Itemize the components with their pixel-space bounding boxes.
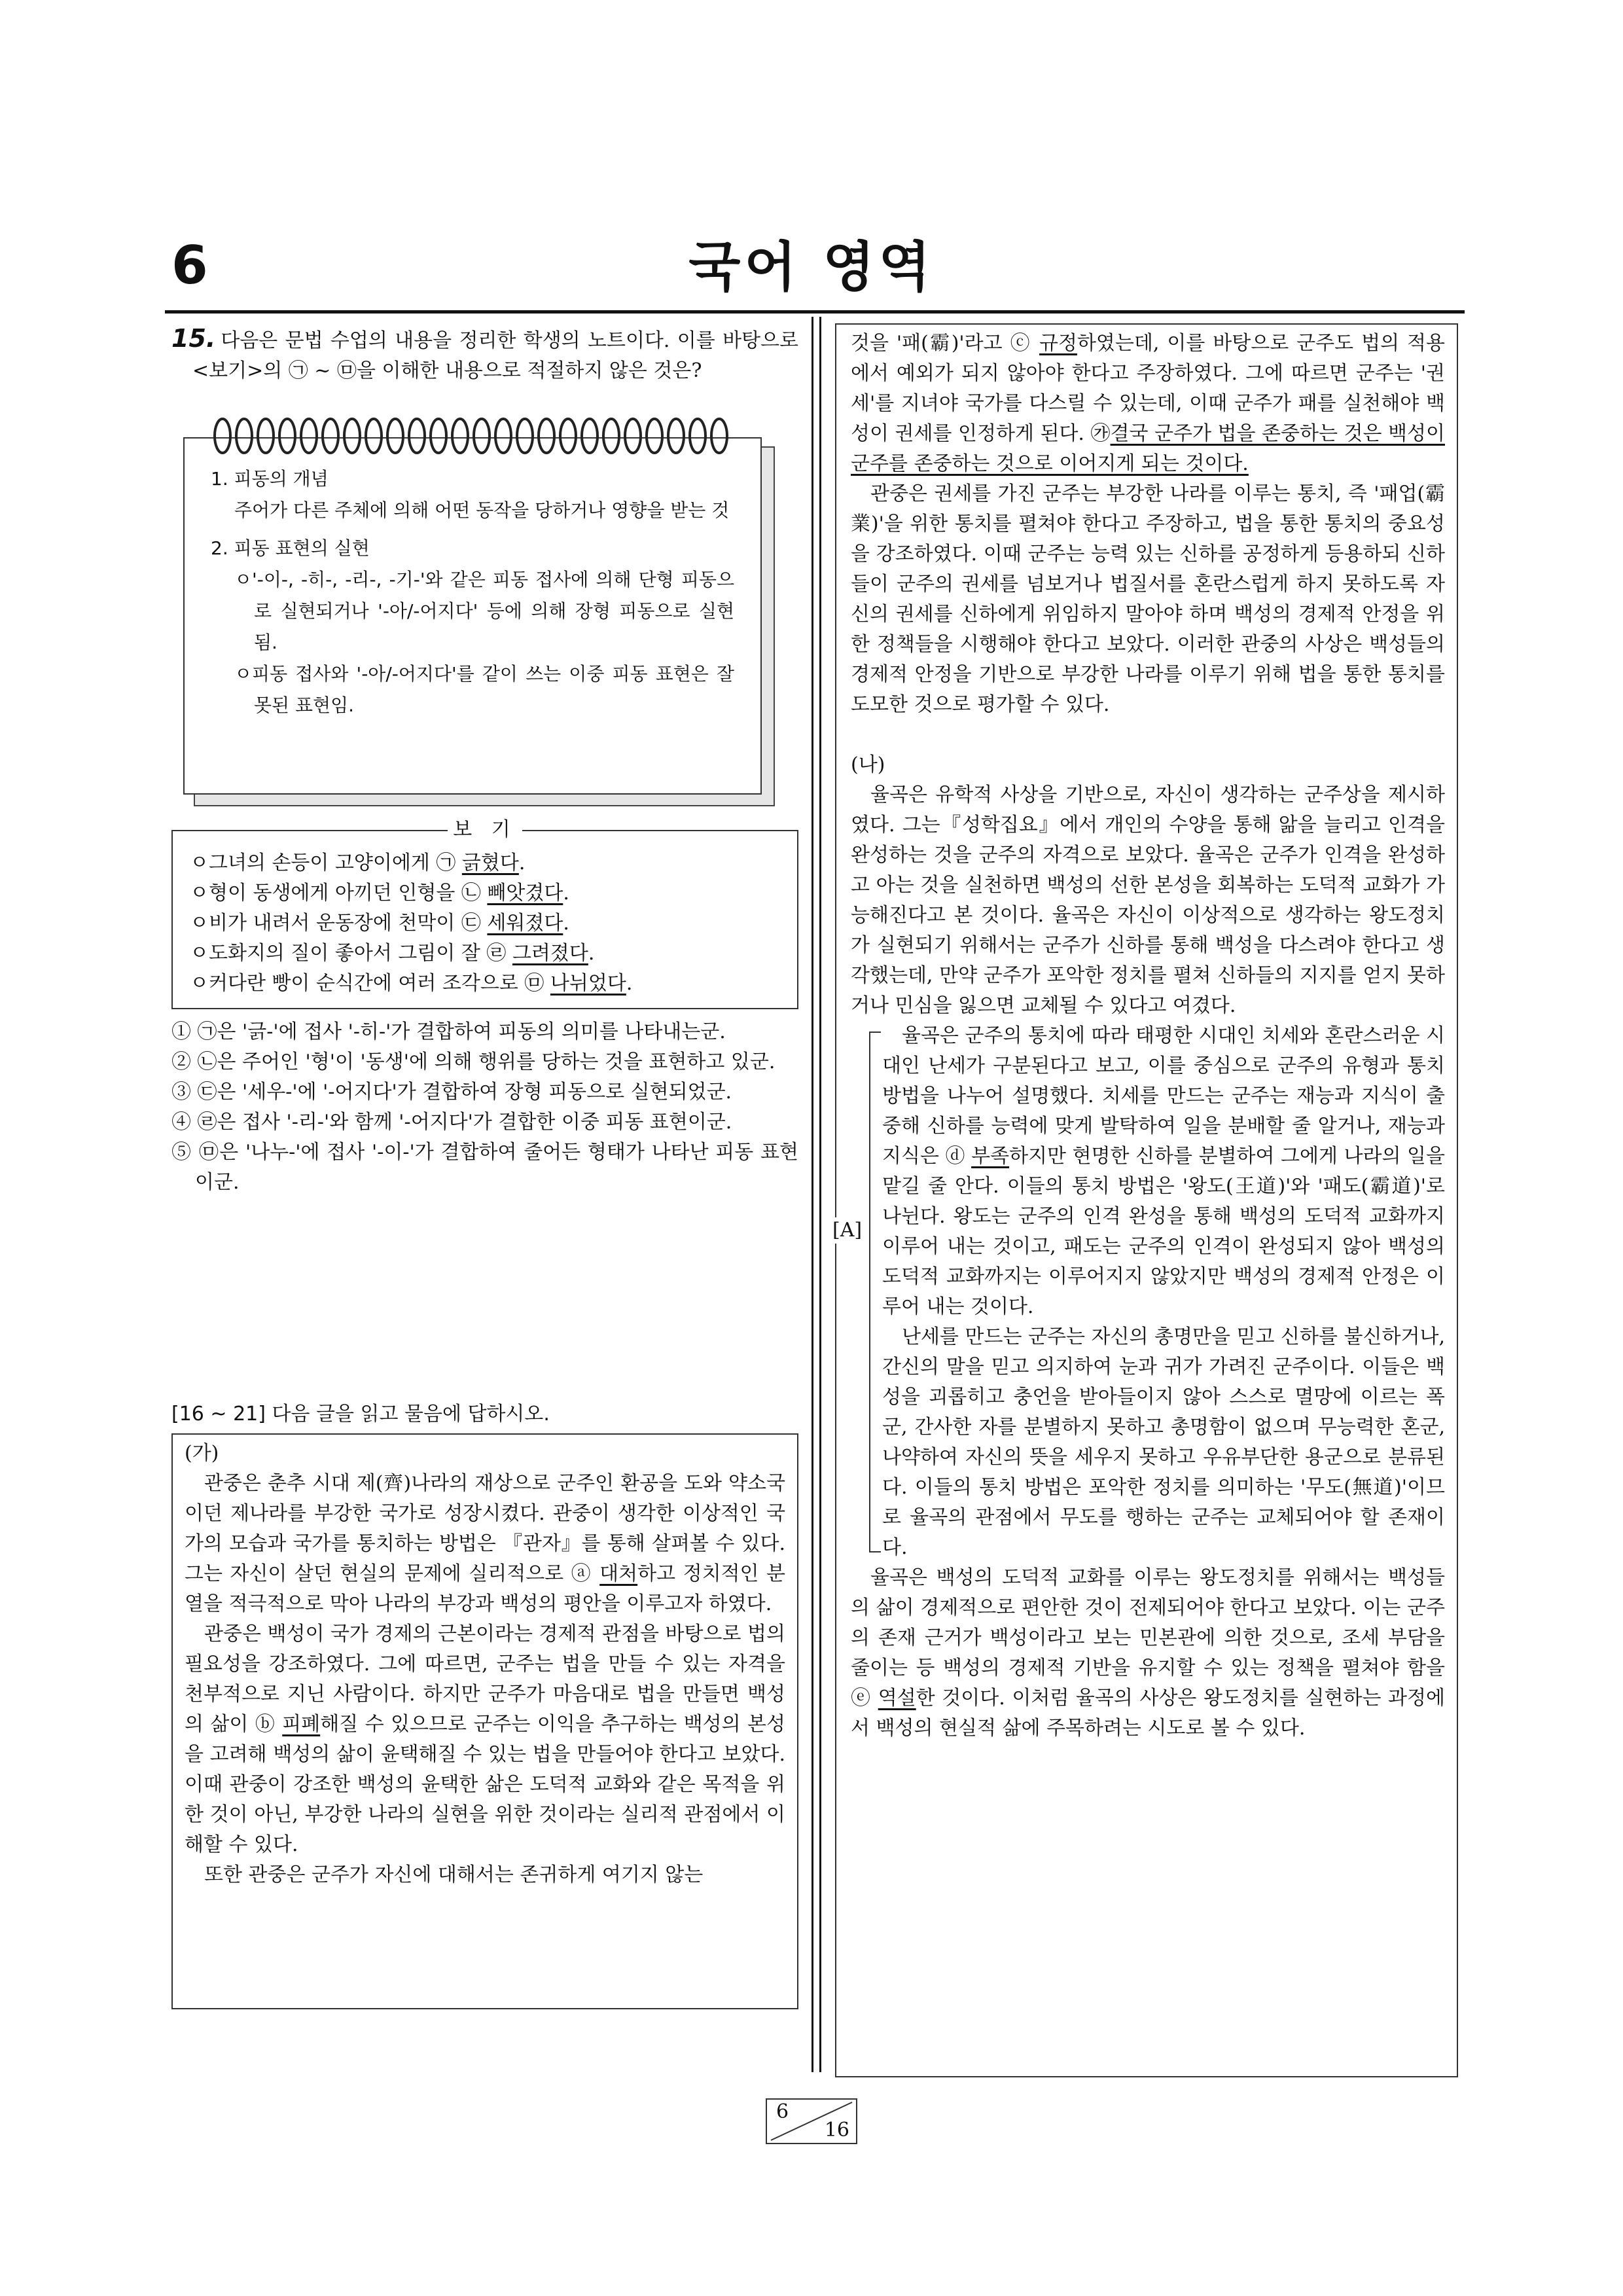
underlined-word-b: 피폐 — [282, 1713, 321, 1736]
bogi-title: 보 기 — [448, 818, 522, 841]
student-notebook — [183, 411, 772, 804]
page-counter — [766, 2098, 857, 2144]
bogi-item: ㅇ비가 내려서 운동장에 천막이 ㉢ 세워졌다. — [190, 912, 569, 935]
spiral-rings-icon — [209, 411, 733, 463]
answer-choices — [171, 1017, 798, 1198]
bracket-section-a — [832, 1021, 1446, 1563]
bogi-target-word: 그려졌다 — [512, 942, 588, 965]
bracket-label-a: [A] — [832, 1217, 862, 1244]
column-divider — [812, 317, 813, 2072]
footer-total: 16 — [824, 2119, 849, 2142]
bogi-item: ㅇ그녀의 손등이 고양이에게 ㉠ 긁혔다. — [190, 852, 526, 874]
question-number: 15. — [171, 324, 216, 353]
right-column — [832, 329, 1446, 1744]
bogi-item: ㅇ형이 동생에게 아끼던 인형을 ㉡ 빼앗겼다. — [190, 882, 569, 905]
answer-choice-2[interactable]: ② ㉡은 주어인 '형'이 '동생'에 의해 행위를 당하는 것을 표현하고 있군. — [171, 1050, 776, 1073]
page-title: 국어 영역 — [688, 236, 935, 298]
underlined-word-a: 대처 — [599, 1562, 638, 1585]
note-heading-1: 1. 피동의 개념 — [211, 468, 329, 490]
passage-paragraph: 또한 관중은 군주가 자신에 대해서는 존귀하게 여기지 않는 — [204, 1863, 704, 1886]
bogi-box — [171, 818, 798, 1009]
question-15 — [171, 323, 798, 386]
underlined-word-e: 역설 — [878, 1687, 916, 1710]
passage-paragraph: 난세를 만드는 군주는 자신의 총명만을 믿고 신하를 불신하거나, 간신의 말을 믿고 의지하여 눈과 귀가 가려진 군주이다. 이들은 백성을 괴롭히고 충언을 받아들이지 않아 스스로 멸망에 이르는 폭군, 간사한 자를 분별하지 못하고 총명함이 없으며 무능력한 혼군, 나약하여 자신의 뜻을 세우지 못하고 우유부단한 용군으로 분류된다. 이들의 통치 방법은 포악한 정치를 의미하는 '무도(無道)'이므로 율곡의 관점에서 무도를 행하는 군주는 교체되어야 할 존재이다. — [882, 1325, 1445, 1559]
passage-paragraph: 것을 '패(霸)'라고 ⓒ 규정하였는데, 이를 바탕으로 군주도 법의 적용에서 예외가 되지 않아야 한다고 주장하였다. 그에 따르면 군주는 '권세'를 지녀야 국가를 다스릴 수 있는데, 이때 군주가 패를 실천해야 백성이 권세를 인정하게 된다. ㉮결국 군주가 법을 존중하는 것은 백성이 군주를 존중하는 것으로 이어지게 되는 것이다. — [851, 332, 1445, 475]
underlined-sentence: 결국 군주가 법을 존중하는 것은 백성이 군주를 존중하는 것으로 이어지게 되는 것이다. — [851, 422, 1445, 475]
section-label-na: (나) — [851, 753, 885, 776]
note-bullet-1: ㅇ'-이-, -히-, -리-, -기-'와 같은 피동 접사에 의해 단형 피동으로 실현되거나 '-아/-어지다' 등에 의해 장형 피동으로 실현됨. — [234, 569, 734, 653]
notebook-page — [183, 437, 762, 795]
question-prompt: 다음은 문법 수업의 내용을 정리한 학생의 노트이다. 이를 바탕으로 <보기>의 ㉠ ~ ㉤을 이해한 내용으로 적절하지 않은 것은? — [192, 329, 798, 382]
bogi-item: ㅇ커다란 빵이 순식간에 여러 조각으로 ㉤ 나뉘었다. — [190, 972, 633, 995]
underlined-word-d: 부족 — [971, 1145, 1010, 1168]
note-heading-2: 2. 피동 표현의 실현 — [211, 537, 370, 559]
passage-paragraph: 율곡은 군주의 통치에 따라 태평한 시대인 치세와 혼란스러운 시대인 난세가 구분된다고 보고, 이를 중심으로 군주의 유형과 통치 방법을 나누어 설명했다. 치세를 만드는 군주는 재능과 지식이 출중해 신하를 능력에 맞게 발탁하여 일을 분배할 줄 알거나, 재능과 지식은 ⓓ 부족하지만 현명한 신하를 분별하여 그에게 나라의 일을 맡길 줄 안다. 이들의 통치 방법은 '왕도(王道)'와 '패도(霸道)'로 나뉜다. 왕도는 군주의 인격 완성을 통해 백성의 도덕적 교화까지 이루어 내는 것이고, 패도는 군주의 인격이 완성되지 않아 백성의 도덕적 교화까지는 이루어지지 않았지만 백성의 경제적 안정은 이루어 내는 것이다. — [882, 1024, 1446, 1318]
answer-choice-3[interactable]: ③ ㉢은 '세우-'에 '-어지다'가 결합하여 장형 피동으로 실현되었군. — [171, 1081, 732, 1103]
answer-choice-1[interactable]: ① ㉠은 '긁-'에 접사 '-히-'가 결합하여 피동의 의미를 나타내는군. — [171, 1020, 726, 1043]
column-divider — [819, 317, 821, 2072]
bogi-item: ㅇ도화지의 질이 좋아서 그림이 잘 ㉣ 그려졌다. — [190, 942, 595, 965]
bogi-target-word: 나뉘었다 — [550, 972, 626, 995]
underlined-word-c: 규정 — [1039, 332, 1077, 355]
passage-paragraph: 율곡은 백성의 도덕적 교화를 이루는 왕도정치를 위해서는 백성들의 삶이 경제적으로 편안한 것이 전제되어야 한다고 보았다. 이는 군주의 존재 근거가 백성이라고 보는 민본관에 의한 것으로, 조세 부담을 줄이는 등 백성의 경제적 기반을 유지할 수 있는 정책을 펼쳐야 함을 ⓔ 역설한 것이다. 이처럼 율곡의 사상은 왕도정치를 실현하는 과정에서 백성의 현실적 삶에 주목하려는 시도로 볼 수 있다. — [851, 1566, 1445, 1740]
answer-choice-5[interactable]: ⑤ ㉤은 '나누-'에 접사 '-이-'가 결합하여 줄어든 형태가 나타난 피동 표현이군. — [171, 1141, 798, 1194]
answer-choice-4[interactable]: ④ ㉣은 접사 '-리-'와 함께 '-어지다'가 결합한 이중 피동 표현이군. — [171, 1111, 732, 1134]
passage-paragraph: 관중은 권세를 가진 군주는 부강한 나라를 이루는 통치, 즉 '패업(霸業)'을 위한 통치를 펼쳐야 한다고 주장하고, 법을 통한 통치의 중요성을 강조하였다. 이때 군주는 능력 있는 신하를 공정하게 등용하되 신하들이 군주의 권세를 넘보거나 법질서를 혼란스럽게 하지 못하도록 자신의 권세를 신하에게 위임하지 말아야 하며 백성의 경제적 안정을 위한 정책들을 시행해야 한다고 보았다. 이러한 관중의 사상은 백성들의 경제적 안정을 기반으로 부강한 나라를 이루기 위해 법을 통한 통치를 도모한 것으로 평가할 수 있다. — [851, 482, 1445, 716]
bogi-target-word: 긁혔다 — [461, 852, 519, 874]
bogi-target-word: 빼앗겼다 — [487, 882, 563, 905]
passage-paragraph: 관중은 춘추 시대 제(齊)나라의 재상으로 군주인 환공을 도와 약소국이던 제나라를 부강한 국가로 성장시켰다. 관중이 생각한 이상적인 국가의 모습과 국가를 통치하는 방법은 『관자』를 통해 살펴볼 수 있다. 그는 자신이 살던 현실의 문제에 실리적으로 ⓐ 대처하고 정치적인 분열을 적극적으로 막아 나라의 부강과 백성의 평안을 이루고자 하였다. — [185, 1472, 785, 1615]
passage-paragraph: 율곡은 유학적 사상을 기반으로, 자신이 생각하는 군주상을 제시하였다. 그는『성학집요』에서 개인의 수양을 통해 앎을 늘리고 인격을 완성하는 것을 군주의 자격으로 보았다. 율곡은 군주가 인격을 완성하고 아는 것을 실천하면 백성의 선한 본성을 회복하는 도덕적 교화가 가능해진다고 본 것이다. 율곡은 자신이 이상적으로 생각하는 왕도정치가 실현되기 위해서는 군주가 신하를 통해 백성을 다스려야 한다고 생각했는데, 만약 군주가 포악한 정치를 펼쳐 신하들의 지지를 얻지 못하거나 민심을 잃으면 교체될 수 있다고 여겼다. — [851, 783, 1445, 1017]
note-definition: 주어가 다른 주체에 의해 어떤 동작을 당하거나 영향을 받는 것 — [234, 499, 730, 521]
page-number: 6 — [171, 235, 208, 296]
passage-box-left — [171, 1433, 798, 2009]
left-column — [171, 323, 798, 2009]
note-bullet-2: ㅇ피동 접사와 '-아/-어지다'를 같이 쓰는 이중 피동 표현은 잘못된 표현임. — [234, 663, 734, 716]
passage-paragraph: 관중은 백성이 국가 경제의 근본이라는 경제적 관점을 바탕으로 법의 필요성을 강조하였다. 그에 따르면, 군주는 법을 만들 수 있는 자격을 천부적으로 지닌 사람이다. 하지만 군주가 마음대로 법을 만들면 백성의 삶이 ⓑ 피폐해질 수 있으므로 군주는 이익을 추구하는 백성의 본성을 고려해 백성의 삶이 윤택해질 수 있는 법을 만들어야 한다고 보았다. 이때 관중이 강조한 백성의 윤택한 삶은 도덕적 교화와 같은 목적을 위한 것이 아닌, 부강한 나라의 실현을 위한 것이라는 실리적 관점에서 이해할 수 있다. — [185, 1623, 785, 1856]
section-label-ga: (가) — [185, 1442, 219, 1465]
question-group-title: [16 ~ 21] 다음 글을 읽고 물음에 답하시오. — [171, 1403, 550, 1426]
header-rule — [165, 310, 1465, 314]
bogi-target-word: 세워졌다 — [487, 912, 563, 935]
footer-page: 6 — [776, 2100, 789, 2123]
